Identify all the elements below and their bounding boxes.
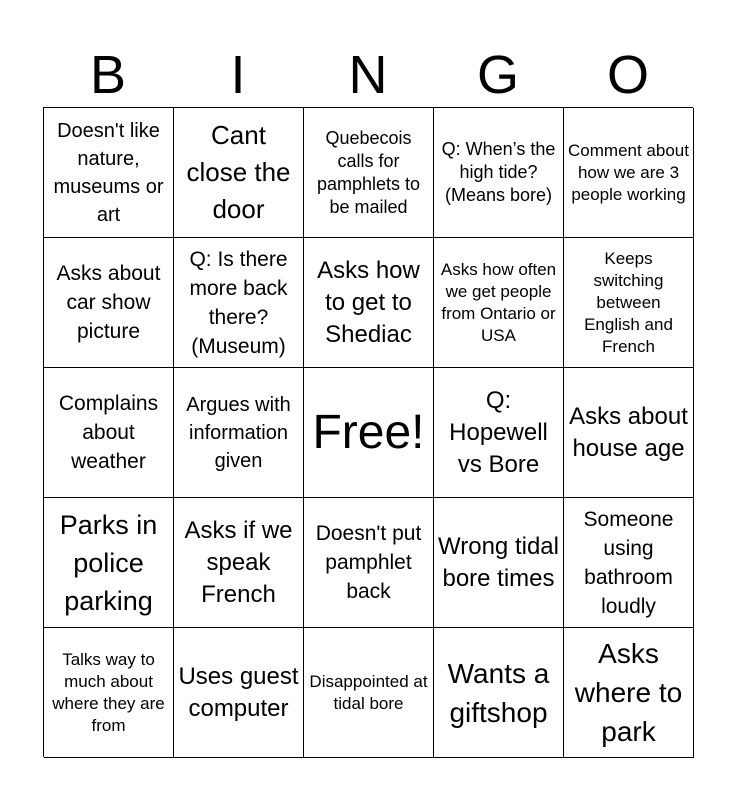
bingo-cell[interactable] — [304, 108, 434, 238]
bingo-cell[interactable] — [564, 108, 694, 238]
bingo-cell[interactable] — [564, 368, 694, 498]
cell-text: Asks how often we get people from Ontario or USA — [440, 259, 557, 345]
cell-text: Q: When’s the high tide? (Means bore) — [441, 139, 556, 205]
cell-text: Asks about house age — [569, 402, 688, 462]
bingo-cell[interactable] — [434, 628, 564, 758]
bingo-board — [43, 107, 693, 757]
bingo-cell[interactable] — [44, 368, 174, 498]
header-letter-n: N — [348, 45, 388, 105]
bingo-cell[interactable] — [434, 368, 564, 498]
header-letter-o: O — [606, 45, 649, 105]
cell-text: Asks about car show picture — [56, 262, 161, 343]
bingo-cell[interactable] — [174, 368, 304, 498]
cell-text: Asks if we speak French — [184, 516, 293, 608]
cell-text: Talks way to much about where they are from — [52, 649, 165, 735]
cell-text: Asks how to get to Shediac — [317, 256, 420, 348]
bingo-cell[interactable] — [434, 238, 564, 368]
cell-text: Someone using bathroom loudly — [583, 507, 674, 618]
bingo-cell[interactable] — [174, 238, 304, 368]
cell-text: Disappointed at tidal bore — [309, 671, 428, 713]
bingo-cell[interactable] — [174, 498, 304, 628]
cell-text: Keeps switching between English and French — [584, 248, 673, 356]
cell-text: Doesn't like nature, museums or art — [53, 119, 164, 226]
cell-text: Q: Hopewell vs Bore — [449, 386, 548, 478]
bingo-cell[interactable] — [44, 498, 174, 628]
header-letter-i: I — [230, 45, 246, 105]
cell-text: Wants a giftshop — [447, 657, 550, 728]
cell-text: Argues with information given — [186, 393, 291, 472]
bingo-cell[interactable] — [304, 498, 434, 628]
cell-text: Uses guest computer — [178, 662, 299, 722]
bingo-cell[interactable] — [434, 108, 564, 238]
cell-text: Comment about how we are 3 people working — [568, 140, 689, 204]
cell-text: Q: Is there more back there? (Museum) — [189, 247, 288, 358]
cell-text: Parks in police parking — [59, 509, 158, 616]
bingo-cell[interactable] — [44, 108, 174, 238]
bingo-cell[interactable] — [564, 498, 694, 628]
bingo-cell[interactable] — [174, 108, 304, 238]
bingo-cell[interactable] — [44, 238, 174, 368]
cell-text: Asks where to park — [574, 638, 683, 747]
header-letter-b: B — [89, 45, 127, 105]
bingo-cell[interactable] — [564, 238, 694, 368]
cell-text: Complains about weather — [58, 392, 159, 473]
bingo-header — [43, 42, 693, 108]
bingo-cell[interactable] — [304, 238, 434, 368]
bingo-cell[interactable] — [44, 628, 174, 758]
bingo-cell[interactable] — [174, 628, 304, 758]
bingo-cell[interactable] — [434, 498, 564, 628]
free-space-cell[interactable] — [304, 368, 434, 498]
cell-text: Doesn't put pamphlet back — [315, 522, 422, 603]
header-letter-g: G — [476, 45, 519, 105]
cell-text: Cant close the door — [186, 120, 291, 224]
cell-text: Quebecois calls for pamphlets to be mailed — [316, 127, 421, 217]
free-space-text: Free! — [312, 405, 425, 459]
cell-text: Wrong tidal bore times — [438, 532, 559, 592]
bingo-cell[interactable] — [564, 628, 694, 758]
bingo-cell[interactable] — [304, 628, 434, 758]
